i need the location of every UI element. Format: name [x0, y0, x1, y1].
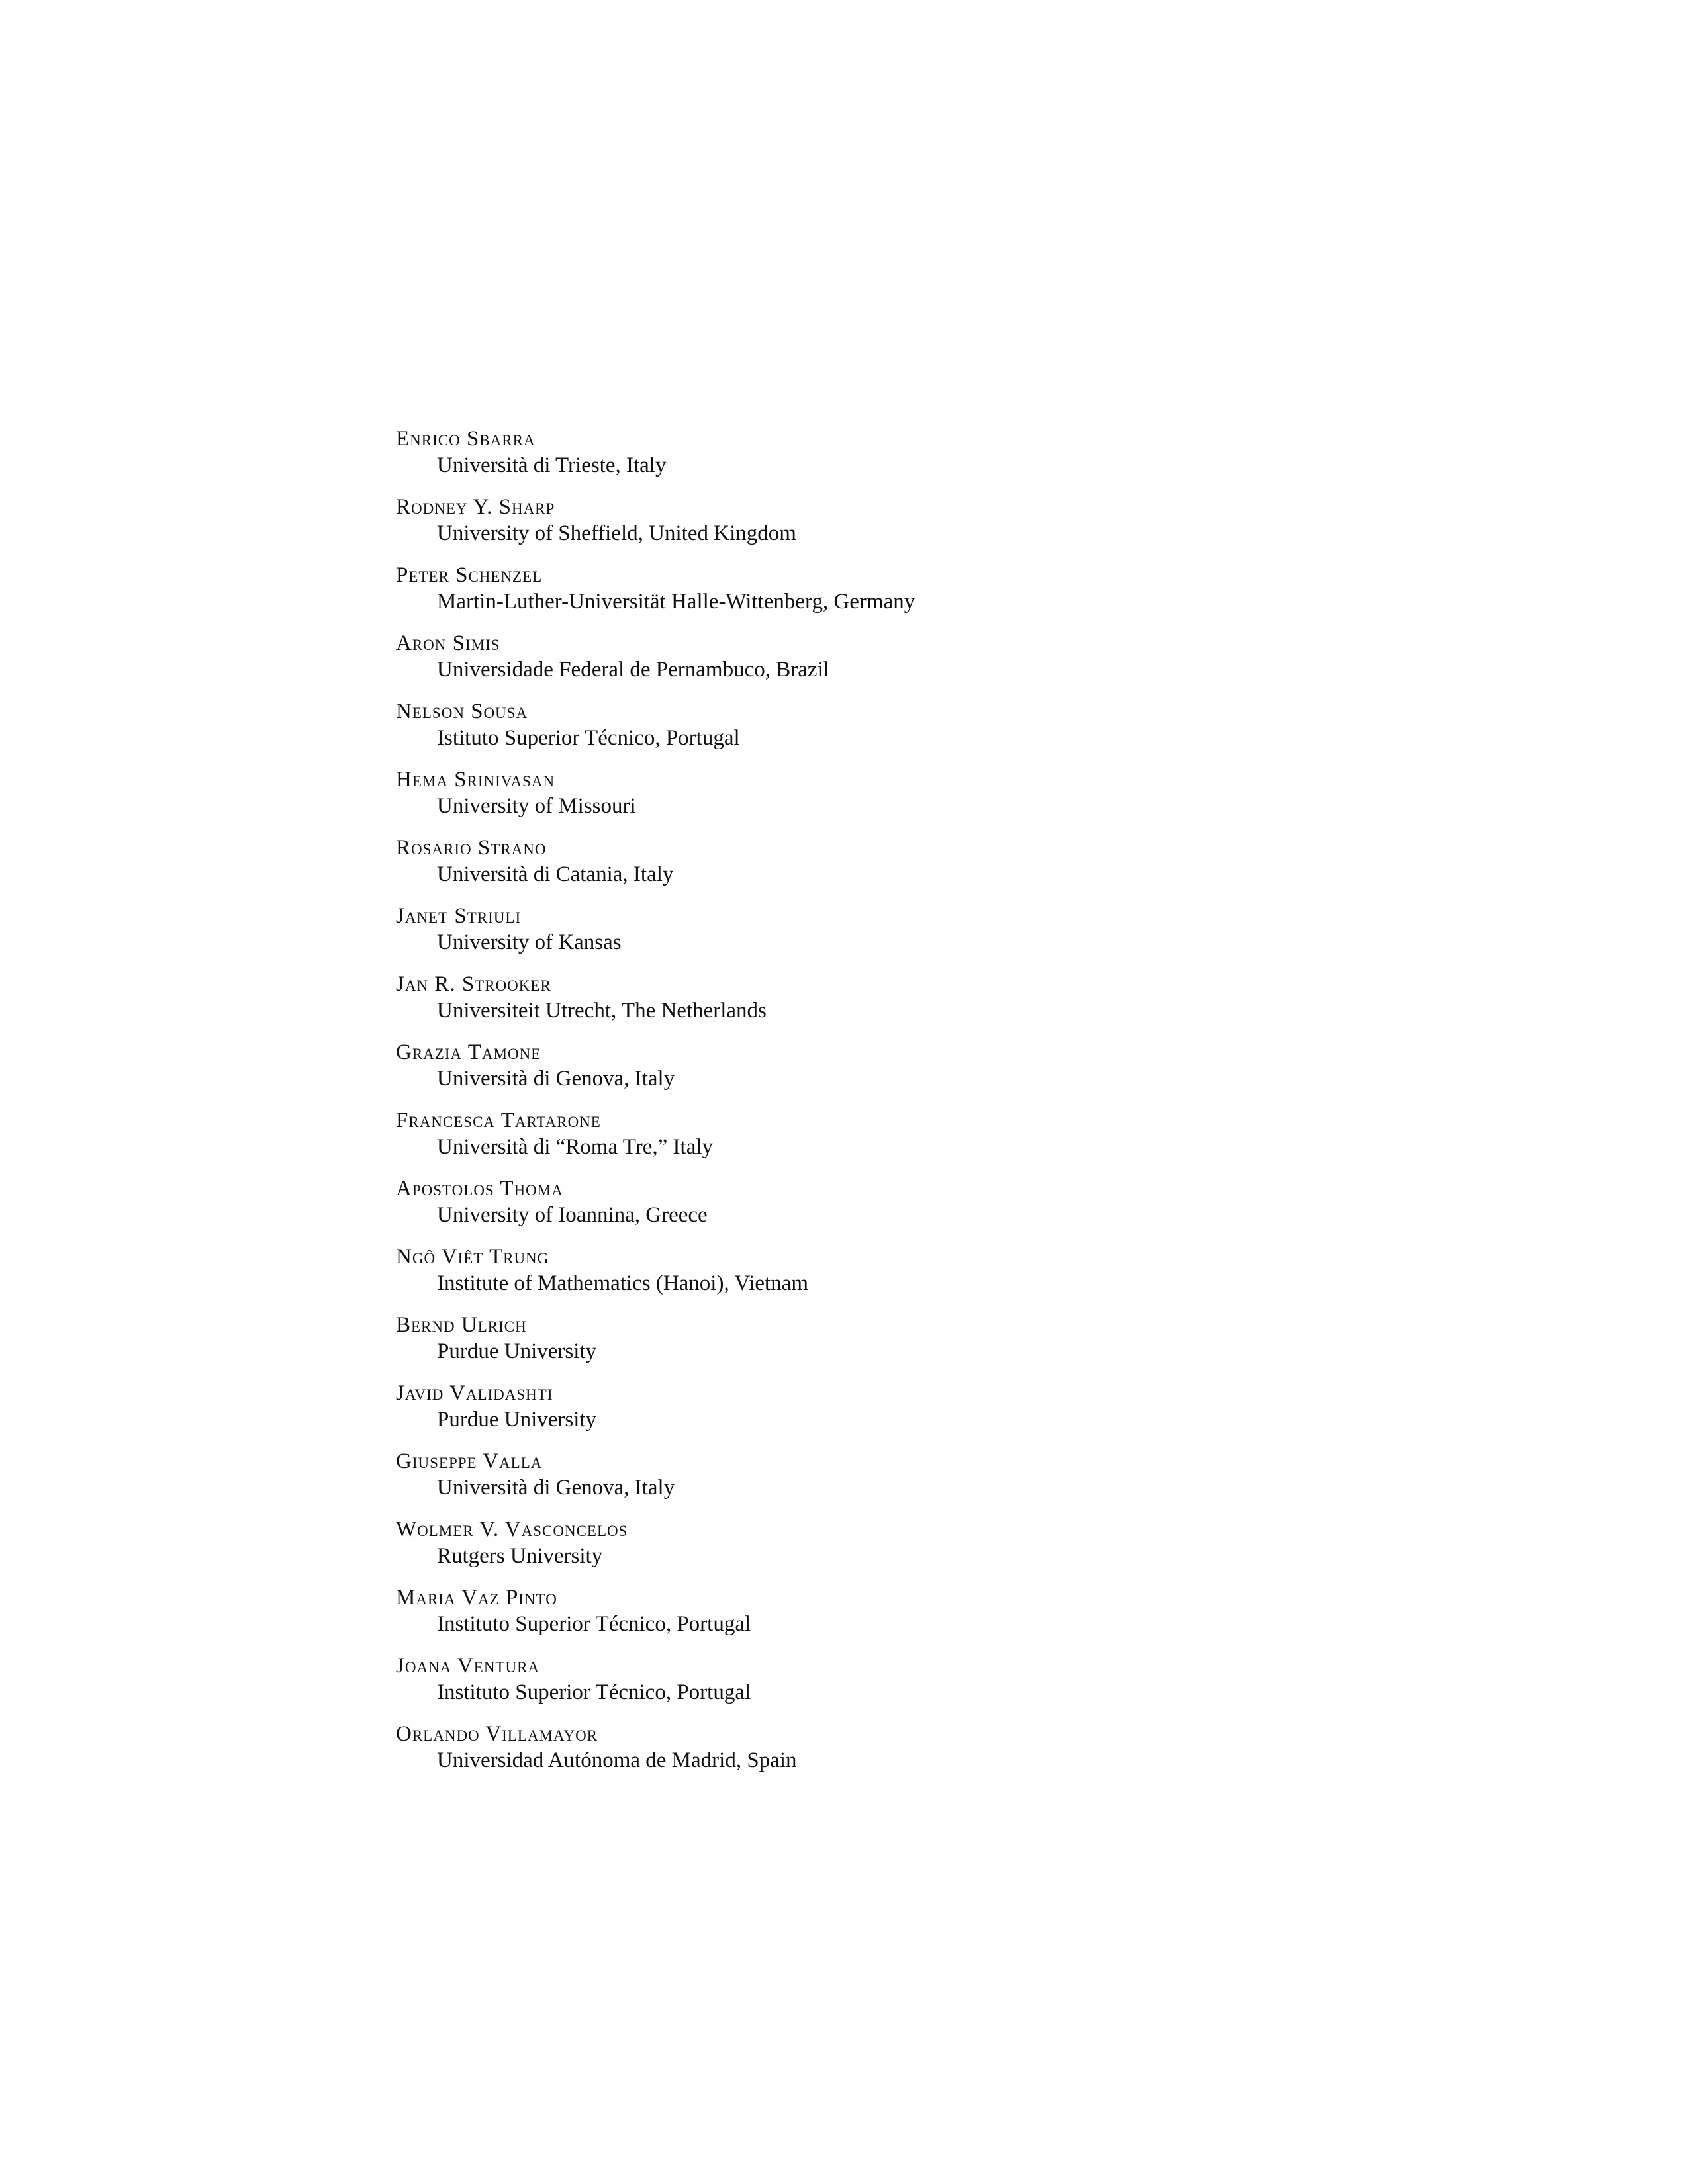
- contributor-name: Maria Vaz Pinto: [396, 1586, 557, 1610]
- contributor-name: Francesca Tartarone: [396, 1109, 601, 1132]
- contributor-affiliation: Instituto Superior Técnico, Portugal: [437, 1680, 751, 1704]
- contributor-name: Hema Srinivasan: [396, 768, 555, 792]
- contributor-name: Ngô Viêt Trung: [396, 1245, 549, 1269]
- contributor-name: Rosario Strano: [396, 836, 547, 860]
- contributor-name: Peter Schenzel: [396, 563, 543, 587]
- contributor-affiliation: Università di Catania, Italy: [437, 862, 674, 886]
- contributor-affiliation: Instituto Superior Técnico, Portugal: [437, 1612, 751, 1636]
- contributor-name: Joana Ventura: [396, 1654, 540, 1678]
- contributor-entry: [396, 1448, 1389, 1516]
- contributor-name: Apostolos Thoma: [396, 1177, 563, 1201]
- contributor-affiliation: Universidad Autónoma de Madrid, Spain: [437, 1749, 797, 1772]
- contributor-entry: [396, 903, 1389, 971]
- contributor-entry: [396, 562, 1389, 630]
- contributor-affiliation: University of Missouri: [437, 794, 636, 818]
- contributor-entry: [396, 766, 1389, 835]
- contributor-name: Aron Simis: [396, 631, 500, 655]
- contributor-name: Orlando Villamayor: [396, 1722, 598, 1746]
- contributor-name: Giuseppe Valla: [396, 1449, 543, 1473]
- contributor-name: Janet Striuli: [396, 904, 522, 928]
- contributor-entry: [396, 1175, 1389, 1244]
- contributor-affiliation: Universiteit Utrecht, The Netherlands: [437, 999, 767, 1023]
- contributor-affiliation: University of Sheffield, United Kingdom: [437, 522, 796, 545]
- contributor-list: [396, 426, 1389, 1789]
- contributor-name: Bernd Ulrich: [396, 1313, 527, 1337]
- contributor-name: Rodney Y. Sharp: [396, 495, 555, 519]
- contributor-entry: [396, 1584, 1389, 1653]
- contributor-entry: [396, 1244, 1389, 1312]
- contributor-affiliation: Martin-Luther-Universität Halle-Wittenberg, Germany: [437, 590, 915, 614]
- contributor-name: Enrico Sbarra: [396, 427, 536, 451]
- contributor-entry: [396, 971, 1389, 1039]
- contributor-affiliation: Università di Genova, Italy: [437, 1476, 675, 1500]
- contributor-entry: [396, 426, 1389, 494]
- contributor-entry: [396, 630, 1389, 698]
- contributor-affiliation: Purdue University: [437, 1340, 597, 1363]
- contributor-affiliation: Rutgers University: [437, 1544, 603, 1568]
- contributor-name: Javid Validashti: [396, 1381, 553, 1405]
- contributor-entry: [396, 1380, 1389, 1448]
- contributor-name: Wolmer V. Vasconcelos: [396, 1518, 628, 1541]
- contributor-entry: [396, 1653, 1389, 1721]
- contributor-entry: [396, 1039, 1389, 1107]
- contributor-affiliation: Istituto Superior Técnico, Portugal: [437, 726, 740, 750]
- contributor-entry: [396, 698, 1389, 766]
- contributor-affiliation: Institute of Mathematics (Hanoi), Vietnam: [437, 1271, 809, 1295]
- contributor-affiliation: Universidade Federal de Pernambuco, Brazil: [437, 658, 829, 682]
- contributor-affiliation: Università di Trieste, Italy: [437, 453, 667, 477]
- contributor-name: Jan R. Strooker: [396, 972, 551, 996]
- contributor-affiliation: University of Kansas: [437, 931, 622, 954]
- contributor-entry: [396, 1312, 1389, 1380]
- contributor-name: Grazia Tamone: [396, 1040, 541, 1064]
- contributor-entry: [396, 1516, 1389, 1584]
- contributor-entry: [396, 1721, 1389, 1789]
- contributor-name: Nelson Sousa: [396, 700, 528, 723]
- contributor-entry: [396, 835, 1389, 903]
- contributor-affiliation: University of Ioannina, Greece: [437, 1203, 708, 1227]
- contributor-entry: [396, 1107, 1389, 1175]
- contributor-affiliation: Università di “Roma Tre,” Italy: [437, 1135, 714, 1159]
- contributor-affiliation: Purdue University: [437, 1408, 597, 1432]
- contributor-entry: [396, 494, 1389, 562]
- contributor-affiliation: Università di Genova, Italy: [437, 1067, 675, 1091]
